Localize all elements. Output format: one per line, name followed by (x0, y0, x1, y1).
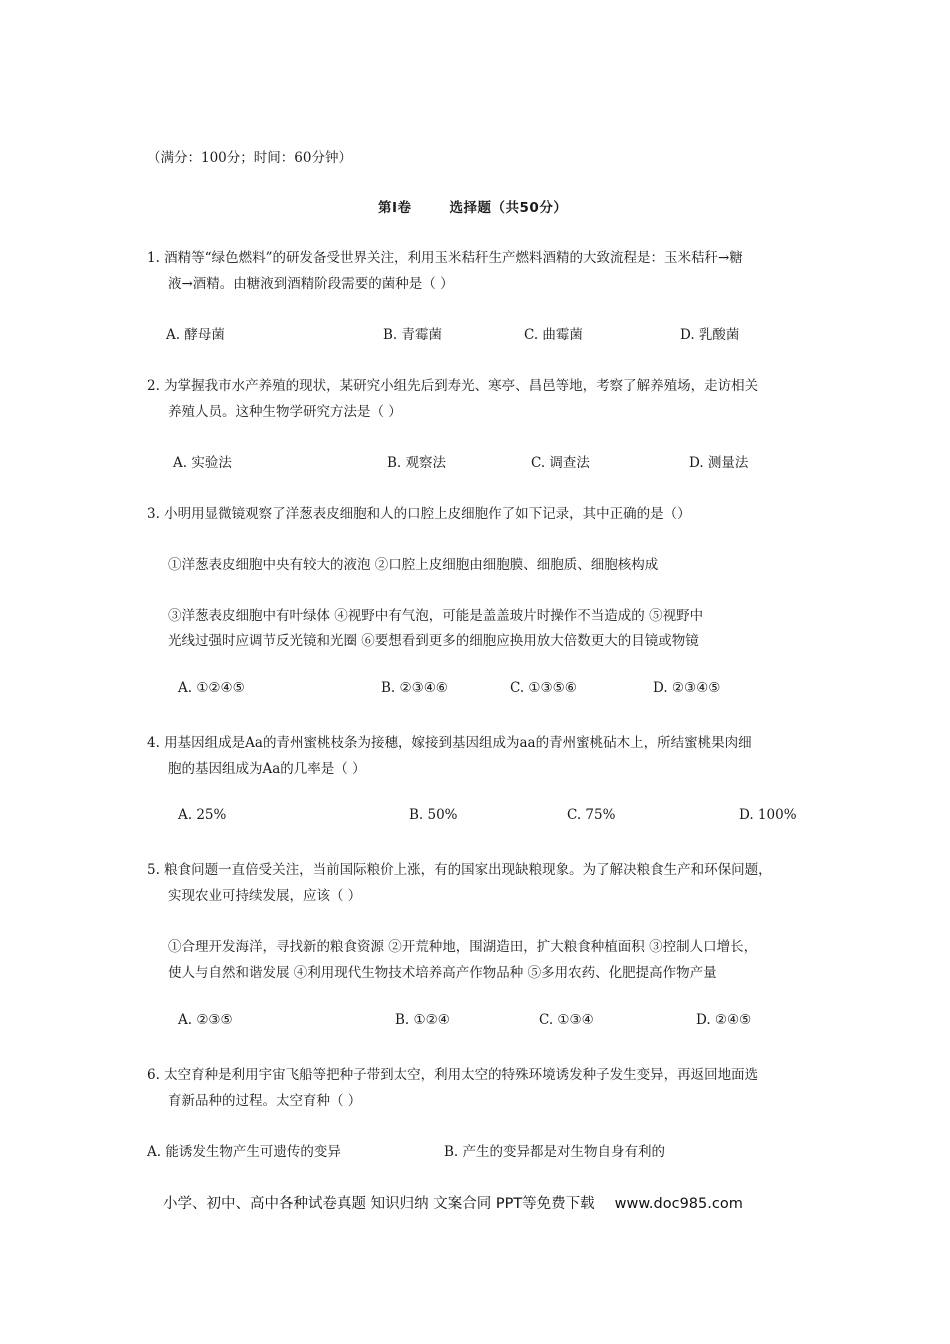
question-text: 1. 酒精等“绿色燃料”的研发备受世界关注，利用玉米秸秆生产燃料酒精的大致流程是：玉米秸秆→糖 (147, 250, 743, 266)
option-c: C. 曲霉菌 (524, 327, 583, 343)
statement-line: ①合理开发海洋，寻找新的粮食资源 ②开荒种地，围湖造田，扩大粮食种植面积 ③控制人口增长， (168, 939, 758, 955)
statement-line: ③洋葱表皮细胞中有叶绿体 ④视野中有气泡，可能是盖盖玻片时操作不当造成的 ⑤视野中 (168, 608, 704, 624)
footer-url[interactable]: www.doc985.com (614, 1196, 743, 1212)
question-text: 实现农业可持续发展，应该（ ） (168, 888, 362, 904)
section-title (378, 196, 567, 216)
option-a: A. 能诱发生物产生可遗传的变异 (147, 1144, 341, 1160)
question-text: 育新品种的过程。太空育种（ ） (168, 1093, 362, 1109)
option-c: C. ①③④ (539, 1012, 594, 1028)
option-a: A. ②③⑤ (178, 1012, 233, 1028)
question-text: 5. 粮食问题一直倍受关注，当前国际粮价上涨，有的国家出现缺粮现象。为了解决粮食生产和环保问题， (147, 862, 772, 878)
option-b: B. ②③④⑥ (381, 680, 448, 696)
section-part: 第Ⅰ卷 (378, 200, 412, 216)
question-text: 4. 用基因组成是Aa的青州蜜桃枝条为接穗，嫁接到基因组成为aa的青州蜜桃砧木上，所结蜜桃果肉细 (147, 735, 752, 751)
option-c: C. ①③⑤⑥ (510, 680, 577, 696)
question-text: 6. 太空育种是利用宇宙飞船等把种子带到太空，利用太空的特殊环境诱发种子发生变异，再返回地面选 (147, 1067, 759, 1083)
question-text: 2. 为掌握我市水产养殖的现状，某研究小组先后到寿光、寒亭、昌邑等地，考察了解养殖场，走访相关 (147, 378, 759, 394)
footer-text: 小学、初中、高中各种试卷真题 知识归纳 文案合同 PPT等免费下载 (163, 1196, 595, 1212)
option-d: D. 100% (739, 807, 797, 823)
statement-line: 光线过强时应调节反光镜和光圈 ⑥要想看到更多的细胞应换用放大倍数更大的目镜或物镜 (168, 633, 699, 649)
section-name: 选择题（共50分） (449, 200, 568, 216)
footer-banner (163, 1192, 743, 1213)
question-text: 胞的基因组成为Aa的几率是（ ） (168, 761, 366, 777)
option-a: A. 实验法 (173, 455, 232, 471)
option-a: A. 酵母菌 (166, 327, 225, 343)
option-b: B. 青霉菌 (383, 327, 443, 343)
option-a: A. 25% (178, 807, 227, 823)
option-d: D. ②④⑤ (696, 1012, 752, 1028)
option-b: B. 观察法 (387, 455, 447, 471)
option-c: C. 调查法 (531, 455, 590, 471)
option-c: C. 75% (567, 807, 616, 823)
option-d: D. 测量法 (689, 455, 749, 471)
question-text: 3. 小明用显微镜观察了洋葱表皮细胞和人的口腔上皮细胞作了如下记录，其中正确的是（） (147, 506, 691, 522)
question-text: 养殖人员。这种生物学研究方法是（ ） (168, 404, 402, 420)
option-b: B. 产生的变异都是对生物自身有利的 (444, 1144, 666, 1160)
option-d: D. ②③④⑤ (653, 680, 721, 696)
question-text: 液→酒精。由糖液到酒精阶段需要的菌种是（ ） (168, 276, 454, 292)
option-b: B. 50% (409, 807, 458, 823)
option-b: B. ①②④ (395, 1012, 450, 1028)
option-a: A. ①②④⑤ (178, 680, 245, 696)
option-d: D. 乳酸菌 (680, 327, 740, 343)
exam-info: （满分：100分；时间：60分钟） (147, 150, 352, 166)
statement-line: ①洋葱表皮细胞中央有较大的液泡 ②口腔上皮细胞由细胞膜、细胞质、细胞核构成 (168, 557, 659, 573)
statement-line: 使人与自然和谐发展 ④利用现代生物技术培养高产作物品种 ⑤多用农药、化肥提高作物产量 (168, 965, 717, 981)
